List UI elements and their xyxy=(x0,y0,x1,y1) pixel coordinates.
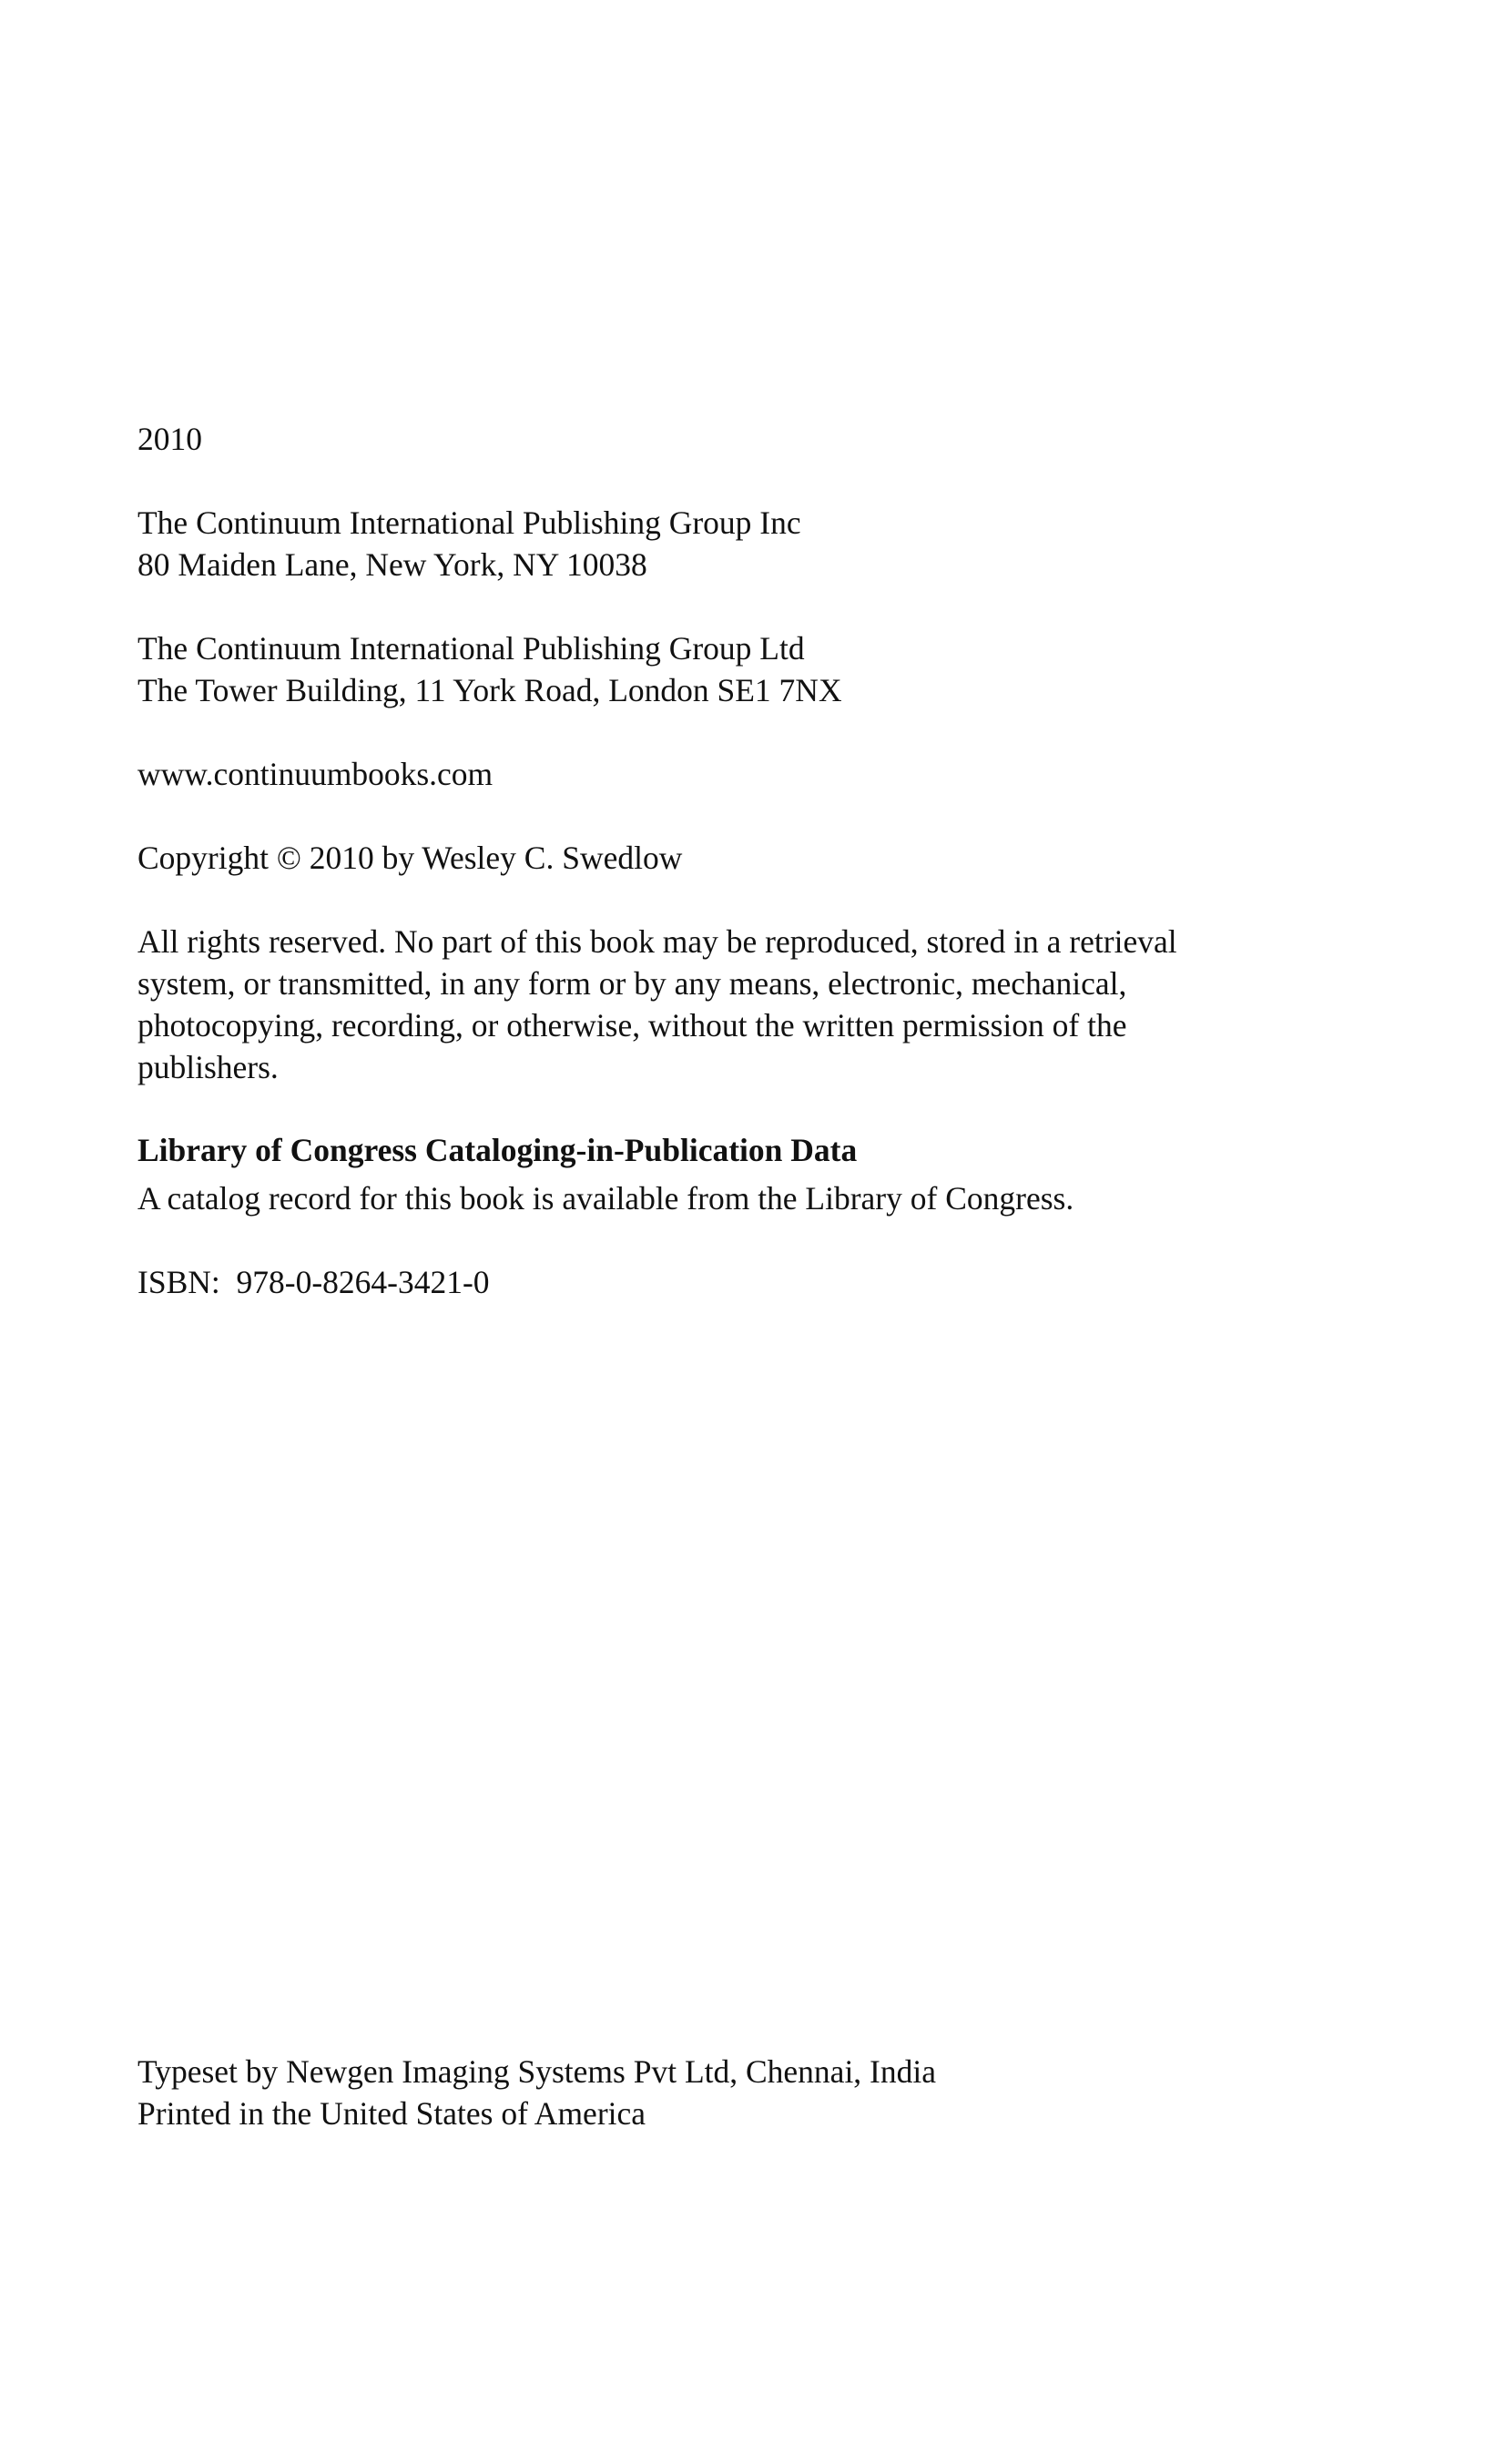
isbn: ISBN: 978-0-8264-3421-0 xyxy=(137,1264,490,1300)
rights-line: photocopying, recording, or otherwise, without the written permission of the xyxy=(137,1007,1127,1044)
copyright-notice: Copyright © 2010 by Wesley C. Swedlow xyxy=(137,840,683,876)
rights-statement xyxy=(137,921,1177,1088)
colophon xyxy=(137,2051,936,2134)
publication-year: 2010 xyxy=(137,421,202,457)
cip-text: A catalog record for this book is available from the Library of Congress. xyxy=(137,1180,1074,1217)
publisher-us-block xyxy=(137,502,801,585)
publisher-us-name: The Continuum International Publishing Group Inc xyxy=(137,504,801,541)
printed-in: Printed in the United States of America xyxy=(137,2095,646,2132)
rights-line: system, or transmitted, in any form or by any means, electronic, mechanical, xyxy=(137,965,1127,1002)
cip-heading: Library of Congress Cataloging-in-Publication Data xyxy=(137,1132,858,1168)
website-link: www.continuumbooks.com xyxy=(137,756,494,792)
rights-line: publishers. xyxy=(137,1049,279,1085)
publisher-uk-address: The Tower Building, 11 York Road, London SE1 7NX xyxy=(137,672,842,708)
publisher-us-address: 80 Maiden Lane, New York, NY 10038 xyxy=(137,546,647,583)
rights-line: All rights reserved. No part of this book may be reproduced, stored in a retrieval xyxy=(137,923,1177,960)
typeset-credit: Typeset by Newgen Imaging Systems Pvt Ltd, Chennai, India xyxy=(137,2053,936,2090)
publisher-uk-block xyxy=(137,627,842,711)
publisher-uk-name: The Continuum International Publishing Group Ltd xyxy=(137,630,805,667)
